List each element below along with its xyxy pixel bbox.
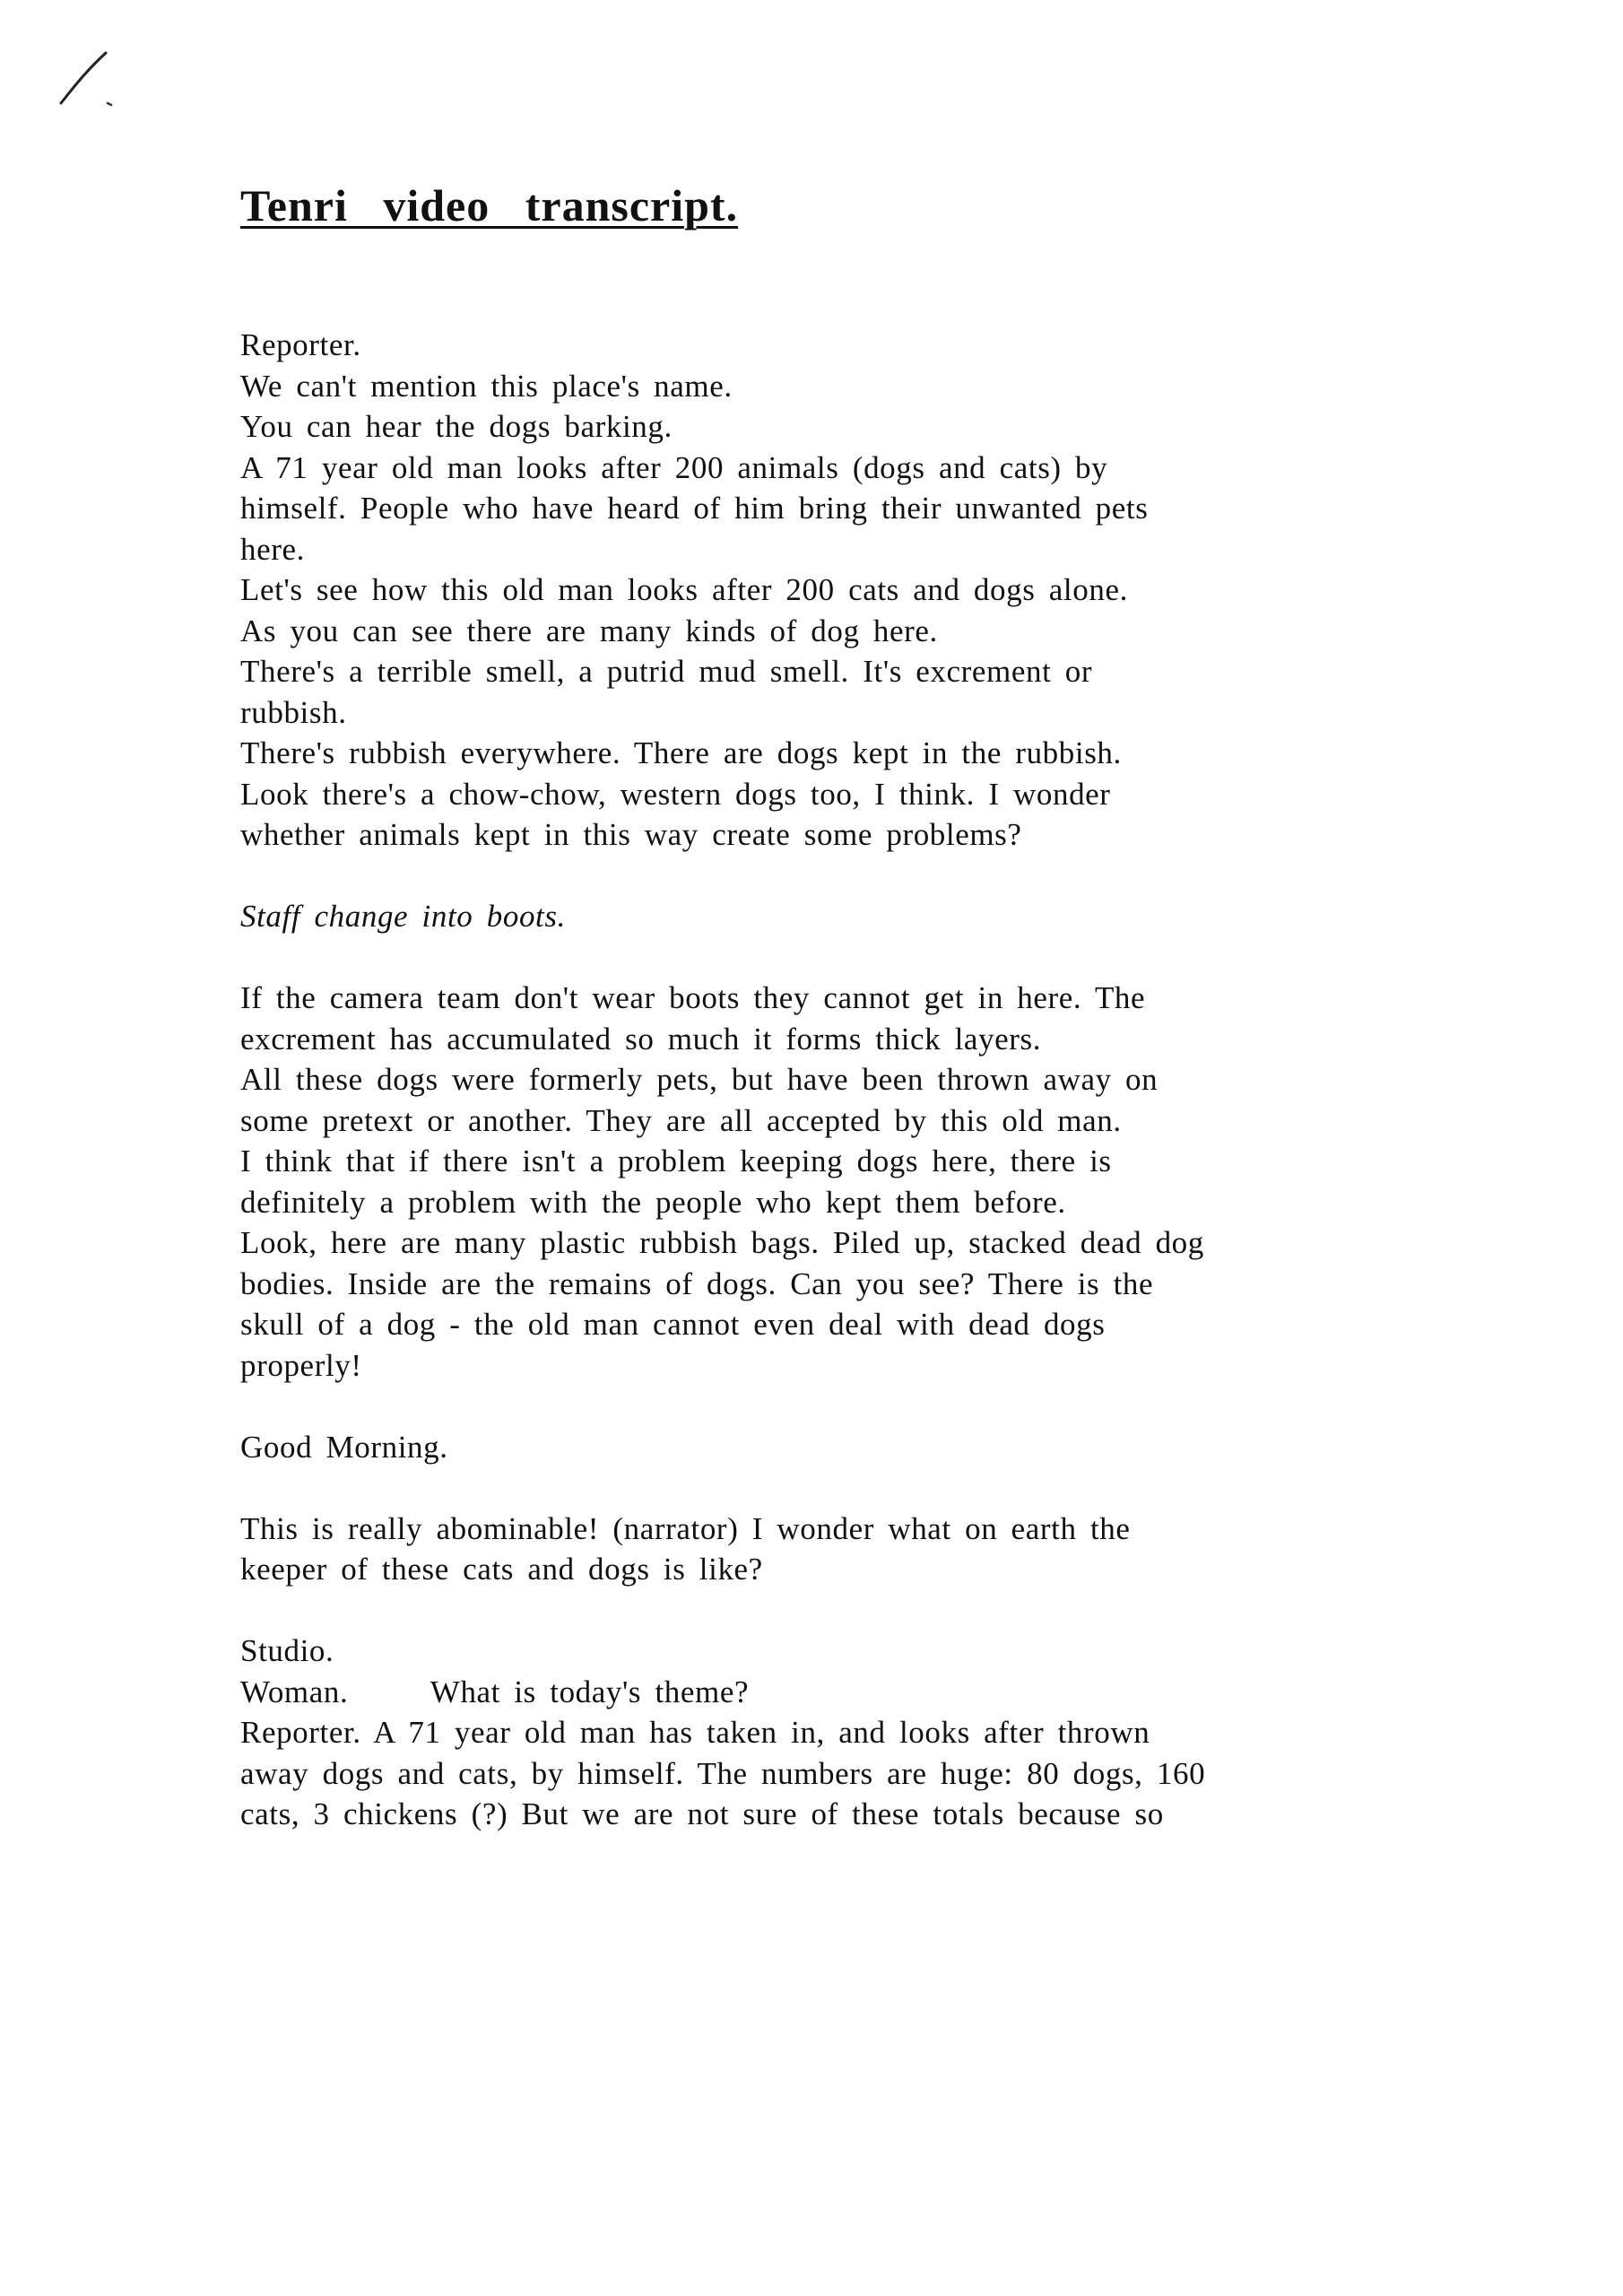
transcript-line: I think that if there isn't a problem keeping dogs here, there is: [240, 1144, 1112, 1178]
transcript-line: Reporter. A 71 year old man has taken in, and looks after thrown: [240, 1715, 1150, 1750]
transcript-line: bodies. Inside are the remains of dogs. Can you see? There is the: [240, 1265, 1154, 1301]
transcript-line: himself. People who have heard of him bring their unwanted pets: [240, 491, 1149, 526]
paragraph-spacer: [240, 937, 1406, 978]
transcript-line: definitely a problem with the people who kept them before.: [240, 1184, 1066, 1220]
paragraph-spacer: [240, 856, 1406, 897]
transcript-line: keeper of these cats and dogs is like?: [240, 1552, 763, 1587]
transcript-body: [240, 325, 1406, 1835]
stage-direction-text: Staff change into boots.: [240, 899, 566, 934]
transcript-line: some pretext or another. They are all accepted by this old man.: [240, 1102, 1122, 1138]
transcript-line: Studio.: [240, 1633, 334, 1668]
greeting-text: Good Morning.: [240, 1429, 448, 1465]
transcript-line: here.: [240, 531, 305, 567]
document-title: Tenri video transcript.: [240, 180, 739, 230]
transcript-line: properly!: [240, 1347, 362, 1383]
paragraph-spacer: [240, 1467, 1406, 1509]
transcript-line: whether animals kept in this way create some problems?: [240, 817, 1022, 852]
transcript-line: away dogs and cats, by himself. The numbers are huge: 80 dogs, 160: [240, 1755, 1206, 1791]
reporter-intro-paragraph: [240, 325, 1406, 856]
transcript-line: Let's see how this old man looks after 200 cats and dogs alone.: [240, 572, 1128, 607]
transcript-line: rubbish.: [240, 694, 347, 730]
transcript-line: Look, here are many plastic rubbish bags. Piled up, stacked dead dog: [240, 1225, 1204, 1260]
greeting-paragraph: [240, 1427, 1406, 1468]
stage-direction: [240, 896, 1406, 937]
transcript-line: excrement has accumulated so much it forms thick layers.: [240, 1021, 1042, 1057]
studio-paragraph: [240, 1631, 1406, 1835]
paragraph-spacer: [240, 1386, 1406, 1427]
transcript-line: There's a terrible smell, a putrid mud smell. It's excrement or: [240, 654, 1093, 689]
paragraph-spacer: [240, 1590, 1406, 1631]
transcript-line: Reporter.: [240, 327, 361, 362]
transcript-line: cats, 3 chickens (?) But we are not sure of these totals because so: [240, 1796, 1164, 1831]
transcript-line: There's rubbish everywhere. There are dogs kept in the rubbish.: [240, 735, 1122, 770]
transcript-line: Woman. What is today's theme?: [240, 1674, 750, 1709]
transcript-line: This is really abominable! (narrator) I wonder what on earth the: [240, 1510, 1131, 1546]
camera-team-paragraph: [240, 978, 1406, 1386]
narrator-paragraph: [240, 1509, 1406, 1590]
transcript-line: Look there's a chow-chow, western dogs too, I think. I wonder: [240, 776, 1111, 812]
transcript-line: A 71 year old man looks after 200 animals (dogs and cats) by: [240, 449, 1108, 485]
transcript-line: If the camera team don't wear boots they cannot get in here. The: [240, 980, 1146, 1015]
pen-mark: [54, 49, 117, 112]
transcript-line: We can't mention this place's name.: [240, 368, 733, 404]
transcript-line: All these dogs were formerly pets, but have been thrown away on: [240, 1062, 1159, 1097]
transcript-line: As you can see there are many kinds of dog here.: [240, 613, 938, 648]
transcript-line: You can hear the dogs barking.: [240, 409, 673, 444]
transcript-line: skull of a dog - the old man cannot even deal with dead dogs: [240, 1307, 1106, 1342]
